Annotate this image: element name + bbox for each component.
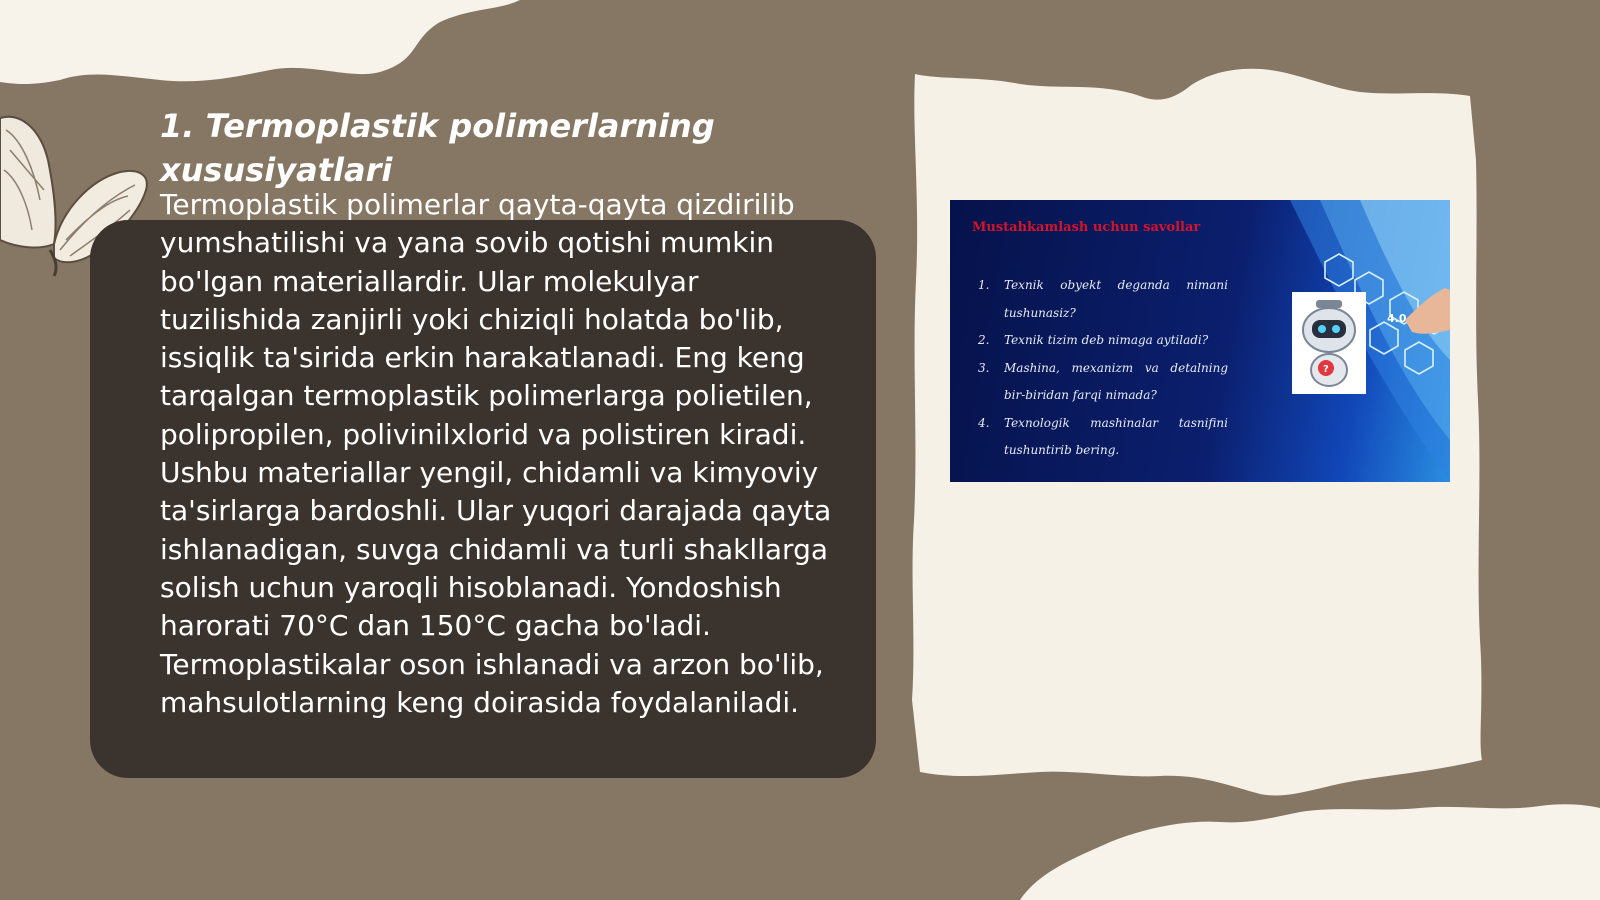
embedded-slide-image (950, 200, 1450, 482)
industry-badge: 4.0 (1387, 312, 1407, 325)
list-item: 2. Texnik tizim deb nimaga aytiladi? (978, 333, 1209, 347)
list-item: 4. Texnologik mashinalar tasnifini tushuntirib bering. (978, 415, 1228, 457)
list-item: 3. Mashina, mexanizm va detalning bir-biridan farqi nimada? (978, 360, 1228, 402)
svg-text:?: ? (1323, 364, 1329, 375)
slide-title: 1. Termoplastik polimerlarning xususiyatlari (160, 107, 715, 189)
robot-icon (1292, 292, 1366, 394)
question-list (978, 272, 1228, 465)
torn-paper-top-left (0, 0, 520, 84)
embedded-slide-title: Mustahkamlash uchun savollar (972, 220, 1201, 235)
torn-paper-bottom-right (1020, 804, 1600, 900)
list-item: 1. Texnik obyekt deganda nimani tushunasiz? (978, 278, 1228, 320)
slide-body-text: Termoplastik polimerlar qayta-qayta qizdirilib yumshatilishi va yana sovib qotishi mumkin bo'lgan materiallardir. Ular molekulyar tuzilishida zanjirli yoki chiziqli holatda bo'lib, issiqlik ta'sirida erkin harakatlanadi. Eng keng tarqalgan termoplastik polimerlarga polietilen, polipropilen, polivinilxlorid va polistiren kiradi. Ushbu materiallar yengil, chidamli va kimyoviy ta'sirlarga bardoshli. Ular yuqori darajada qayta ishlanadigan, suvga chidamli va turli shakllarga solish uchun yaroqli hisoblanadi. Yondoshish harorati 70°C dan 150°C gacha bo'ladi. Termoplastikalar oson ishlanadi va arzon bo'lib, mahsulotlarning keng doirasida foydalaniladi. (160, 188, 832, 719)
